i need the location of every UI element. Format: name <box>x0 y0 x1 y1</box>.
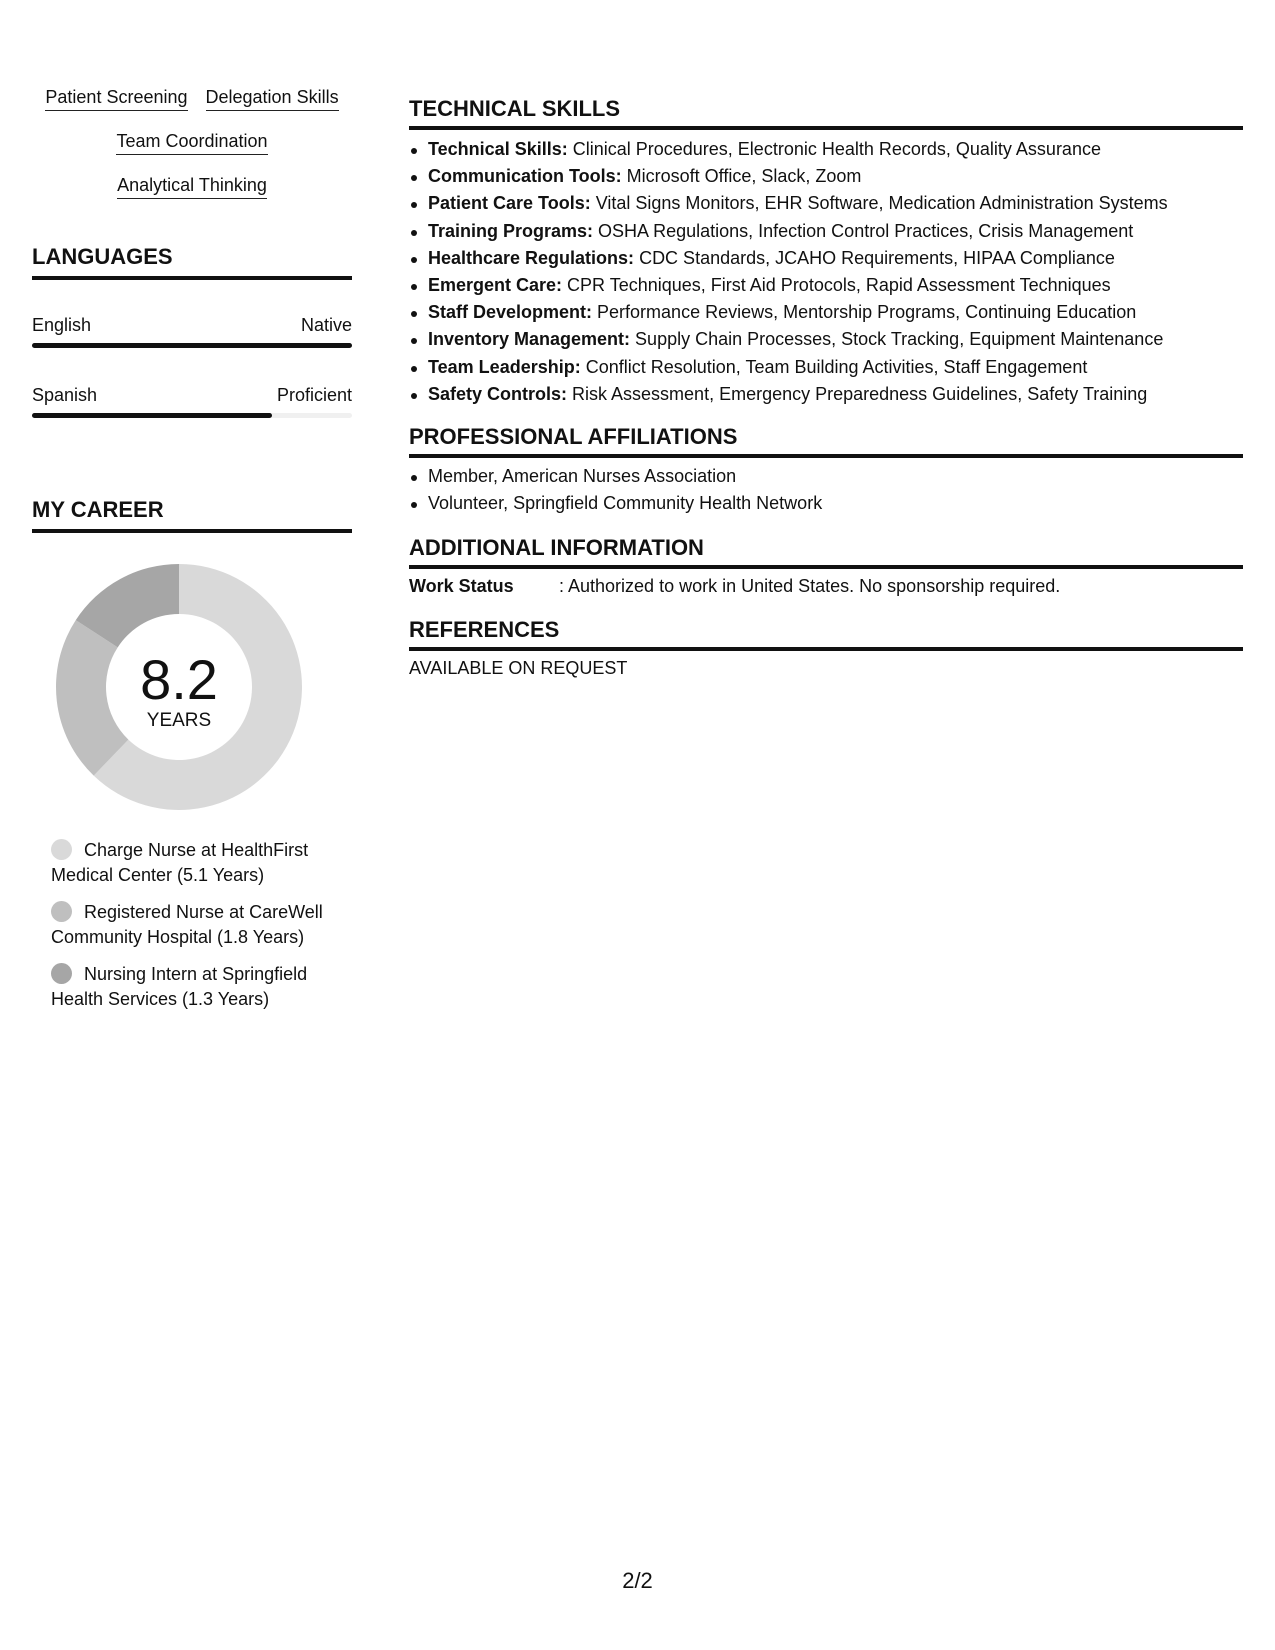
work-status-row <box>409 574 1243 598</box>
list-item: Patient Care Tools: Vital Signs Monitors, EHR Software, Medication Administration Systems <box>409 190 1243 217</box>
language-bar-fill <box>32 343 352 348</box>
list-item: Training Programs: OSHA Regulations, Infection Control Practices, Crisis Management <box>409 218 1243 245</box>
career-legend-item <box>51 962 341 1011</box>
list-item: Member, American Nurses Association <box>409 463 1243 490</box>
page-number: 2/2 <box>622 1568 653 1593</box>
technical-skills-heading: TECHNICAL SKILLS <box>409 96 1243 130</box>
language-name: English <box>32 315 92 335</box>
work-status-label: Work Status <box>409 576 514 596</box>
references-text: AVAILABLE ON REQUEST <box>409 658 628 678</box>
legend-dot-icon <box>51 901 72 922</box>
references-heading: REFERENCES <box>409 617 1243 651</box>
skill-tag-row <box>32 130 352 155</box>
list-item: Staff Development: Performance Reviews, Mentorship Programs, Continuing Education <box>409 299 1243 326</box>
list-item: Volunteer, Springfield Community Health Network <box>409 490 1243 517</box>
career-legend-item <box>51 838 341 887</box>
technical-skills-list <box>409 136 1243 408</box>
list-item: Communication Tools: Microsoft Office, Slack, Zoom <box>409 163 1243 190</box>
list-item: Healthcare Regulations: CDC Standards, JCAHO Requirements, HIPAA Compliance <box>409 245 1243 272</box>
list-item: Technical Skills: Clinical Procedures, Electronic Health Records, Quality Assurance <box>409 136 1243 163</box>
skill-tags <box>32 86 352 218</box>
list-item: Inventory Management: Supply Chain Processes, Stock Tracking, Equipment Maintenance <box>409 326 1243 353</box>
legend-dot-icon <box>51 839 72 860</box>
list-item: Safety Controls: Risk Assessment, Emergency Preparedness Guidelines, Safety Training <box>409 381 1243 408</box>
career-legend <box>51 838 341 1024</box>
skill-tag-row <box>32 86 352 111</box>
language-level: Native <box>300 315 352 335</box>
skill-tag: Delegation Skills <box>206 86 339 111</box>
career-total-unit: YEARS <box>146 710 212 731</box>
career-role-label: Registered Nurse at CareWell Community Hospital (1.8 Years) <box>51 902 323 947</box>
work-status-value: : Authorized to work in United States. No sponsorship required. <box>559 576 1061 596</box>
list-item: Team Leadership: Conflict Resolution, Team Building Activities, Staff Engagement <box>409 354 1243 381</box>
language-item <box>32 384 352 418</box>
skill-tag: Analytical Thinking <box>117 174 267 199</box>
affiliations-heading: PROFESSIONAL AFFILIATIONS <box>409 424 1243 458</box>
legend-dot-icon <box>51 963 72 984</box>
language-name: Spanish <box>32 385 98 405</box>
career-role-label: Charge Nurse at HealthFirst Medical Center (5.1 Years) <box>51 840 309 885</box>
language-item <box>32 314 352 348</box>
affiliations-list <box>409 463 1243 517</box>
languages-heading: LANGUAGES <box>32 244 352 280</box>
skill-tag: Team Coordination <box>116 130 267 155</box>
language-level: Proficient <box>276 385 352 405</box>
language-bar <box>32 413 352 418</box>
career-total-years: 8.2 <box>140 648 218 711</box>
language-bar-fill <box>32 413 272 418</box>
skill-tag-row <box>32 174 352 199</box>
career-total <box>54 562 304 812</box>
list-item: Emergent Care: CPR Techniques, First Aid Protocols, Rapid Assessment Techniques <box>409 272 1243 299</box>
skill-tag: Patient Screening <box>45 86 187 111</box>
career-role-label: Nursing Intern at Springfield Health Services (1.3 Years) <box>51 964 308 1009</box>
language-bar <box>32 343 352 348</box>
career-legend-item <box>51 900 341 949</box>
career-heading: MY CAREER <box>32 497 352 533</box>
additional-info-heading: ADDITIONAL INFORMATION <box>409 535 1243 569</box>
